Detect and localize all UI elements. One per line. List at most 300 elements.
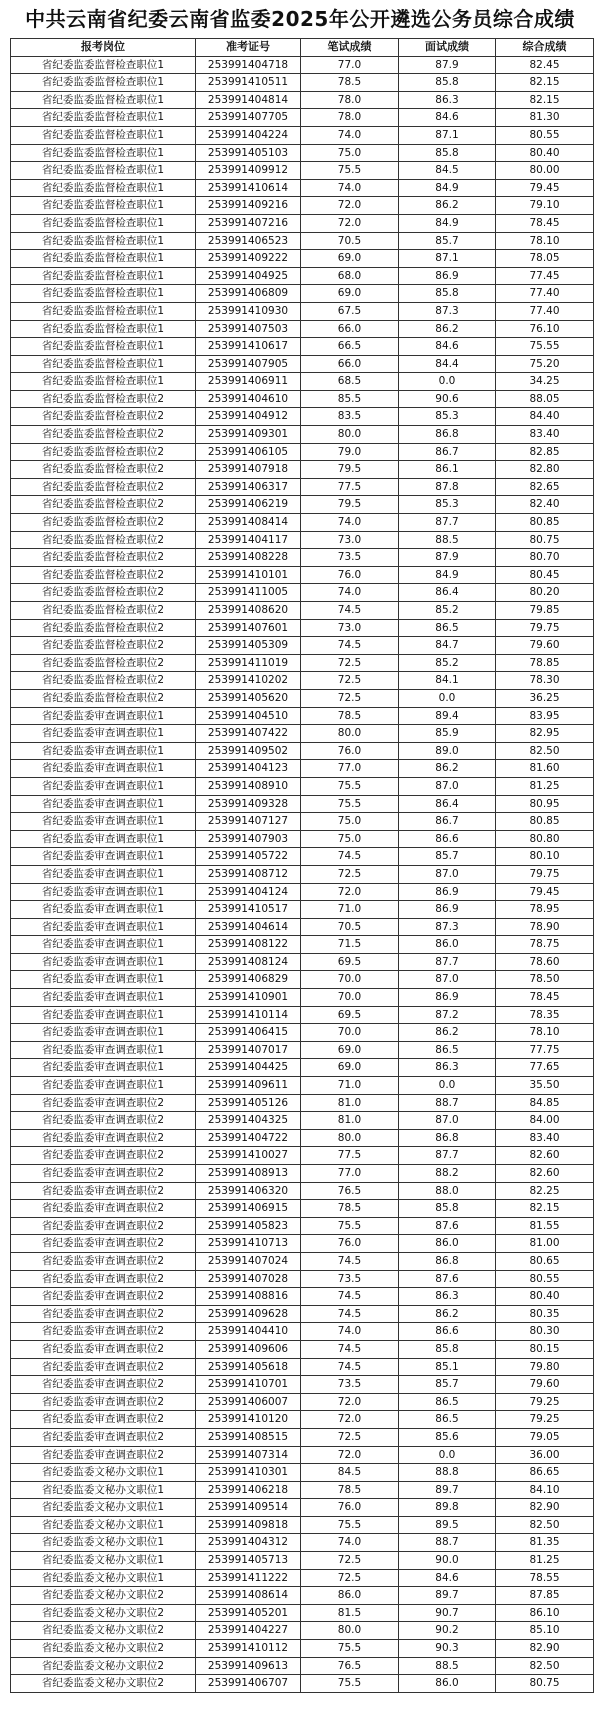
written-score-cell: 77.0 xyxy=(301,56,399,74)
exam-id-cell: 253991404610 xyxy=(196,390,301,408)
table-row xyxy=(11,1077,594,1095)
position-cell: 省纪委监委审查调查职位1 xyxy=(11,707,196,725)
interview-score-cell: 84.9 xyxy=(399,214,496,232)
exam-id-cell: 253991408910 xyxy=(196,777,301,795)
exam-id-cell: 253991408913 xyxy=(196,1165,301,1183)
position-cell: 省纪委监委监督检查职位1 xyxy=(11,91,196,109)
total-score-cell: 80.75 xyxy=(496,1675,594,1693)
interview-score-cell: 85.2 xyxy=(399,602,496,620)
table-row xyxy=(11,584,594,602)
written-score-cell: 75.5 xyxy=(301,1640,399,1658)
interview-score-cell: 86.8 xyxy=(399,1129,496,1147)
position-cell: 省纪委监委审查调查职位2 xyxy=(11,1129,196,1147)
total-score-cell: 36.00 xyxy=(496,1446,594,1464)
position-cell: 省纪委监委监督检查职位2 xyxy=(11,531,196,549)
total-score-cell: 78.30 xyxy=(496,672,594,690)
total-score-cell: 82.90 xyxy=(496,1640,594,1658)
exam-id-cell: 253991410701 xyxy=(196,1376,301,1394)
exam-id-cell: 253991407903 xyxy=(196,830,301,848)
written-score-cell: 74.5 xyxy=(301,1340,399,1358)
total-score-cell: 79.45 xyxy=(496,883,594,901)
total-score-cell: 79.10 xyxy=(496,197,594,215)
table-row xyxy=(11,1112,594,1130)
position-cell: 省纪委监委监督检查职位2 xyxy=(11,566,196,584)
interview-score-cell: 89.4 xyxy=(399,707,496,725)
total-score-cell: 82.15 xyxy=(496,91,594,109)
written-score-cell: 69.0 xyxy=(301,1059,399,1077)
header-written-score: 笔试成绩 xyxy=(301,39,399,57)
position-cell: 省纪委监委审查调查职位1 xyxy=(11,865,196,883)
interview-score-cell: 85.3 xyxy=(399,496,496,514)
total-score-cell: 80.85 xyxy=(496,514,594,532)
exam-id-cell: 253991409328 xyxy=(196,795,301,813)
interview-score-cell: 87.6 xyxy=(399,1217,496,1235)
interview-score-cell: 84.6 xyxy=(399,1569,496,1587)
position-cell: 省纪委监委监督检查职位2 xyxy=(11,408,196,426)
interview-score-cell: 87.9 xyxy=(399,56,496,74)
total-score-cell: 78.60 xyxy=(496,953,594,971)
written-score-cell: 81.5 xyxy=(301,1604,399,1622)
interview-score-cell: 88.8 xyxy=(399,1464,496,1482)
position-cell: 省纪委监委监督检查职位1 xyxy=(11,373,196,391)
position-cell: 省纪委监委文秘办文职位1 xyxy=(11,1569,196,1587)
exam-id-cell: 253991407503 xyxy=(196,320,301,338)
interview-score-cell: 85.2 xyxy=(399,654,496,672)
total-score-cell: 77.65 xyxy=(496,1059,594,1077)
exam-id-cell: 253991409502 xyxy=(196,742,301,760)
interview-score-cell: 87.0 xyxy=(399,777,496,795)
position-cell: 省纪委监委审查调查职位2 xyxy=(11,1428,196,1446)
exam-id-cell: 253991409301 xyxy=(196,426,301,444)
table-row xyxy=(11,1165,594,1183)
exam-id-cell: 253991410114 xyxy=(196,1006,301,1024)
page-title: 中共云南省纪委云南省监委2025年公开遴选公务员综合成绩 xyxy=(25,7,575,31)
interview-score-cell: 87.3 xyxy=(399,302,496,320)
position-cell: 省纪委监委监督检查职位1 xyxy=(11,338,196,356)
total-score-cell: 81.60 xyxy=(496,760,594,778)
table-row xyxy=(11,865,594,883)
position-cell: 省纪委监委监督检查职位2 xyxy=(11,549,196,567)
table-row xyxy=(11,1182,594,1200)
exam-id-cell: 253991405309 xyxy=(196,637,301,655)
total-score-cell: 82.50 xyxy=(496,742,594,760)
interview-score-cell: 90.2 xyxy=(399,1622,496,1640)
exam-id-cell: 253991410614 xyxy=(196,179,301,197)
score-table xyxy=(10,38,594,1693)
written-score-cell: 69.0 xyxy=(301,1041,399,1059)
interview-score-cell: 85.8 xyxy=(399,1200,496,1218)
exam-id-cell: 253991404722 xyxy=(196,1129,301,1147)
interview-score-cell: 86.5 xyxy=(399,1041,496,1059)
table-row xyxy=(11,461,594,479)
written-score-cell: 74.5 xyxy=(301,1252,399,1270)
interview-score-cell: 87.1 xyxy=(399,250,496,268)
written-score-cell: 72.0 xyxy=(301,1446,399,1464)
interview-score-cell: 84.9 xyxy=(399,566,496,584)
interview-score-cell: 86.5 xyxy=(399,619,496,637)
written-score-cell: 72.5 xyxy=(301,1428,399,1446)
interview-score-cell: 90.7 xyxy=(399,1604,496,1622)
written-score-cell: 75.5 xyxy=(301,1217,399,1235)
interview-score-cell: 87.8 xyxy=(399,478,496,496)
total-score-cell: 78.95 xyxy=(496,901,594,919)
exam-id-cell: 253991406707 xyxy=(196,1675,301,1693)
table-row xyxy=(11,1340,594,1358)
table-row xyxy=(11,162,594,180)
interview-score-cell: 85.1 xyxy=(399,1358,496,1376)
interview-score-cell: 86.5 xyxy=(399,1411,496,1429)
written-score-cell: 86.0 xyxy=(301,1587,399,1605)
position-cell: 省纪委监委审查调查职位1 xyxy=(11,883,196,901)
exam-id-cell: 253991405201 xyxy=(196,1604,301,1622)
written-score-cell: 80.0 xyxy=(301,1622,399,1640)
total-score-cell: 81.00 xyxy=(496,1235,594,1253)
table-row xyxy=(11,654,594,672)
position-cell: 省纪委监委监督检查职位2 xyxy=(11,619,196,637)
position-cell: 省纪委监委文秘办文职位1 xyxy=(11,1499,196,1517)
total-score-cell: 78.90 xyxy=(496,918,594,936)
interview-score-cell: 86.3 xyxy=(399,1288,496,1306)
total-score-cell: 78.10 xyxy=(496,232,594,250)
interview-score-cell: 86.4 xyxy=(399,795,496,813)
total-score-cell: 78.45 xyxy=(496,214,594,232)
table-header-row xyxy=(11,39,594,57)
position-cell: 省纪委监委审查调查职位1 xyxy=(11,936,196,954)
table-row xyxy=(11,320,594,338)
position-cell: 省纪委监委监督检查职位1 xyxy=(11,267,196,285)
interview-score-cell: 86.0 xyxy=(399,936,496,954)
exam-id-cell: 253991407905 xyxy=(196,355,301,373)
total-score-cell: 86.65 xyxy=(496,1464,594,1482)
written-score-cell: 72.5 xyxy=(301,1552,399,1570)
position-cell: 省纪委监委监督检查职位1 xyxy=(11,109,196,127)
position-cell: 省纪委监委审查调查职位2 xyxy=(11,1200,196,1218)
exam-id-cell: 253991404718 xyxy=(196,56,301,74)
exam-id-cell: 253991406219 xyxy=(196,496,301,514)
exam-id-cell: 253991410112 xyxy=(196,1640,301,1658)
written-score-cell: 75.0 xyxy=(301,144,399,162)
interview-score-cell: 86.6 xyxy=(399,1323,496,1341)
table-row xyxy=(11,619,594,637)
position-cell: 省纪委监委审查调查职位2 xyxy=(11,1393,196,1411)
interview-score-cell: 86.3 xyxy=(399,91,496,109)
exam-id-cell: 253991406105 xyxy=(196,443,301,461)
interview-score-cell: 86.8 xyxy=(399,1252,496,1270)
table-row xyxy=(11,566,594,584)
written-score-cell: 74.5 xyxy=(301,1288,399,1306)
written-score-cell: 70.0 xyxy=(301,1024,399,1042)
interview-score-cell: 89.0 xyxy=(399,742,496,760)
interview-score-cell: 0.0 xyxy=(399,373,496,391)
total-score-cell: 80.80 xyxy=(496,830,594,848)
interview-score-cell: 87.3 xyxy=(399,918,496,936)
interview-score-cell: 85.8 xyxy=(399,144,496,162)
total-score-cell: 81.25 xyxy=(496,1552,594,1570)
table-row xyxy=(11,830,594,848)
position-cell: 省纪委监委监督检查职位2 xyxy=(11,390,196,408)
position-cell: 省纪委监委审查调查职位2 xyxy=(11,1165,196,1183)
total-score-cell: 82.90 xyxy=(496,1499,594,1517)
interview-score-cell: 0.0 xyxy=(399,689,496,707)
exam-id-cell: 253991404425 xyxy=(196,1059,301,1077)
written-score-cell: 74.5 xyxy=(301,1358,399,1376)
interview-score-cell: 84.9 xyxy=(399,179,496,197)
interview-score-cell: 89.5 xyxy=(399,1516,496,1534)
interview-score-cell: 86.9 xyxy=(399,989,496,1007)
position-cell: 省纪委监委审查调查职位1 xyxy=(11,901,196,919)
exam-id-cell: 253991409912 xyxy=(196,162,301,180)
interview-score-cell: 87.7 xyxy=(399,514,496,532)
table-row xyxy=(11,725,594,743)
position-cell: 省纪委监委监督检查职位1 xyxy=(11,302,196,320)
position-cell: 省纪委监委监督检查职位1 xyxy=(11,144,196,162)
position-cell: 省纪委监委监督检查职位1 xyxy=(11,56,196,74)
table-row xyxy=(11,91,594,109)
written-score-cell: 81.0 xyxy=(301,1094,399,1112)
written-score-cell: 74.5 xyxy=(301,637,399,655)
table-row xyxy=(11,74,594,92)
position-cell: 省纪委监委监督检查职位1 xyxy=(11,74,196,92)
total-score-cell: 81.35 xyxy=(496,1534,594,1552)
position-cell: 省纪委监委审查调查职位2 xyxy=(11,1376,196,1394)
total-score-cell: 80.65 xyxy=(496,1252,594,1270)
table-row xyxy=(11,1622,594,1640)
exam-id-cell: 253991409216 xyxy=(196,197,301,215)
table-row xyxy=(11,197,594,215)
exam-id-cell: 253991407216 xyxy=(196,214,301,232)
position-cell: 省纪委监委文秘办文职位2 xyxy=(11,1675,196,1693)
table-row xyxy=(11,1323,594,1341)
table-row xyxy=(11,1657,594,1675)
written-score-cell: 83.5 xyxy=(301,408,399,426)
exam-id-cell: 253991408122 xyxy=(196,936,301,954)
position-cell: 省纪委监委监督检查职位1 xyxy=(11,214,196,232)
interview-score-cell: 86.2 xyxy=(399,760,496,778)
header-position: 报考岗位 xyxy=(11,39,196,57)
position-cell: 省纪委监委监督检查职位2 xyxy=(11,689,196,707)
position-cell: 省纪委监委监督检查职位2 xyxy=(11,514,196,532)
position-cell: 省纪委监委审查调查职位2 xyxy=(11,1323,196,1341)
table-row xyxy=(11,707,594,725)
table-row xyxy=(11,813,594,831)
interview-score-cell: 84.7 xyxy=(399,637,496,655)
total-score-cell: 80.30 xyxy=(496,1323,594,1341)
written-score-cell: 72.5 xyxy=(301,672,399,690)
total-score-cell: 82.85 xyxy=(496,443,594,461)
position-cell: 省纪委监委审查调查职位1 xyxy=(11,830,196,848)
exam-id-cell: 253991404925 xyxy=(196,267,301,285)
table-row xyxy=(11,478,594,496)
written-score-cell: 72.0 xyxy=(301,883,399,901)
written-score-cell: 68.0 xyxy=(301,267,399,285)
total-score-cell: 82.25 xyxy=(496,1182,594,1200)
written-score-cell: 76.0 xyxy=(301,566,399,584)
table-row xyxy=(11,602,594,620)
total-score-cell: 82.60 xyxy=(496,1147,594,1165)
exam-id-cell: 253991407918 xyxy=(196,461,301,479)
total-score-cell: 84.85 xyxy=(496,1094,594,1112)
table-row xyxy=(11,1428,594,1446)
written-score-cell: 72.5 xyxy=(301,689,399,707)
written-score-cell: 77.0 xyxy=(301,760,399,778)
total-score-cell: 82.50 xyxy=(496,1657,594,1675)
total-score-cell: 80.40 xyxy=(496,1288,594,1306)
exam-id-cell: 253991404410 xyxy=(196,1323,301,1341)
total-score-cell: 79.60 xyxy=(496,1376,594,1394)
written-score-cell: 75.5 xyxy=(301,777,399,795)
table-row xyxy=(11,1006,594,1024)
exam-id-cell: 253991408414 xyxy=(196,514,301,532)
written-score-cell: 72.5 xyxy=(301,1569,399,1587)
total-score-cell: 78.10 xyxy=(496,1024,594,1042)
table-row xyxy=(11,267,594,285)
exam-id-cell: 253991406829 xyxy=(196,971,301,989)
interview-score-cell: 85.8 xyxy=(399,74,496,92)
written-score-cell: 78.5 xyxy=(301,1200,399,1218)
written-score-cell: 70.0 xyxy=(301,989,399,1007)
interview-score-cell: 88.7 xyxy=(399,1094,496,1112)
written-score-cell: 72.5 xyxy=(301,865,399,883)
table-row xyxy=(11,355,594,373)
table-row xyxy=(11,496,594,514)
total-score-cell: 80.00 xyxy=(496,162,594,180)
interview-score-cell: 86.9 xyxy=(399,883,496,901)
table-row xyxy=(11,953,594,971)
exam-id-cell: 253991409818 xyxy=(196,1516,301,1534)
exam-id-cell: 253991404124 xyxy=(196,883,301,901)
position-cell: 省纪委监委审查调查职位2 xyxy=(11,1235,196,1253)
exam-id-cell: 253991410120 xyxy=(196,1411,301,1429)
table-row xyxy=(11,918,594,936)
interview-score-cell: 87.0 xyxy=(399,1112,496,1130)
written-score-cell: 78.0 xyxy=(301,109,399,127)
position-cell: 省纪委监委文秘办文职位1 xyxy=(11,1481,196,1499)
exam-id-cell: 253991410027 xyxy=(196,1147,301,1165)
position-cell: 省纪委监委审查调查职位2 xyxy=(11,1252,196,1270)
exam-id-cell: 253991405722 xyxy=(196,848,301,866)
total-score-cell: 78.05 xyxy=(496,250,594,268)
table-row xyxy=(11,901,594,919)
table-row xyxy=(11,1252,594,1270)
total-score-cell: 84.40 xyxy=(496,408,594,426)
total-score-cell: 79.75 xyxy=(496,865,594,883)
interview-score-cell: 86.4 xyxy=(399,584,496,602)
table-row xyxy=(11,250,594,268)
total-score-cell: 75.20 xyxy=(496,355,594,373)
table-row xyxy=(11,144,594,162)
written-score-cell: 66.0 xyxy=(301,320,399,338)
written-score-cell: 74.5 xyxy=(301,602,399,620)
written-score-cell: 73.5 xyxy=(301,1376,399,1394)
interview-score-cell: 0.0 xyxy=(399,1446,496,1464)
interview-score-cell: 84.5 xyxy=(399,162,496,180)
written-score-cell: 78.5 xyxy=(301,1481,399,1499)
position-cell: 省纪委监委审查调查职位1 xyxy=(11,953,196,971)
interview-score-cell: 87.2 xyxy=(399,1006,496,1024)
written-score-cell: 69.0 xyxy=(301,250,399,268)
total-score-cell: 78.75 xyxy=(496,936,594,954)
total-score-cell: 81.30 xyxy=(496,109,594,127)
written-score-cell: 76.5 xyxy=(301,1657,399,1675)
written-score-cell: 68.5 xyxy=(301,373,399,391)
position-cell: 省纪委监委审查调查职位2 xyxy=(11,1288,196,1306)
exam-id-cell: 253991408620 xyxy=(196,602,301,620)
exam-id-cell: 253991410202 xyxy=(196,672,301,690)
exam-id-cell: 253991404117 xyxy=(196,531,301,549)
position-cell: 省纪委监委文秘办文职位1 xyxy=(11,1516,196,1534)
written-score-cell: 76.5 xyxy=(301,1182,399,1200)
total-score-cell: 78.45 xyxy=(496,989,594,1007)
total-score-cell: 82.80 xyxy=(496,461,594,479)
exam-id-cell: 253991408228 xyxy=(196,549,301,567)
total-score-cell: 83.95 xyxy=(496,707,594,725)
interview-score-cell: 0.0 xyxy=(399,1077,496,1095)
position-cell: 省纪委监委审查调查职位2 xyxy=(11,1358,196,1376)
exam-id-cell: 253991410930 xyxy=(196,302,301,320)
table-row xyxy=(11,1059,594,1077)
written-score-cell: 69.5 xyxy=(301,1006,399,1024)
total-score-cell: 34.25 xyxy=(496,373,594,391)
written-score-cell: 66.5 xyxy=(301,338,399,356)
total-score-cell: 80.55 xyxy=(496,126,594,144)
written-score-cell: 72.0 xyxy=(301,1411,399,1429)
total-score-cell: 84.00 xyxy=(496,1112,594,1130)
total-score-cell: 80.40 xyxy=(496,144,594,162)
position-cell: 省纪委监委监督检查职位1 xyxy=(11,197,196,215)
exam-id-cell: 253991406915 xyxy=(196,1200,301,1218)
total-score-cell: 35.50 xyxy=(496,1077,594,1095)
interview-score-cell: 87.6 xyxy=(399,1270,496,1288)
interview-score-cell: 86.2 xyxy=(399,1024,496,1042)
written-score-cell: 70.5 xyxy=(301,918,399,936)
position-cell: 省纪委监委审查调查职位2 xyxy=(11,1094,196,1112)
interview-score-cell: 85.8 xyxy=(399,285,496,303)
table-row xyxy=(11,971,594,989)
written-score-cell: 69.5 xyxy=(301,953,399,971)
exam-id-cell: 253991410517 xyxy=(196,901,301,919)
position-cell: 省纪委监委监督检查职位2 xyxy=(11,496,196,514)
table-row xyxy=(11,1569,594,1587)
position-cell: 省纪委监委文秘办文职位2 xyxy=(11,1622,196,1640)
position-cell: 省纪委监委监督检查职位2 xyxy=(11,478,196,496)
table-row xyxy=(11,672,594,690)
table-row xyxy=(11,126,594,144)
written-score-cell: 75.0 xyxy=(301,830,399,848)
total-score-cell: 82.15 xyxy=(496,74,594,92)
interview-score-cell: 87.7 xyxy=(399,953,496,971)
total-score-cell: 80.10 xyxy=(496,848,594,866)
written-score-cell: 71.5 xyxy=(301,936,399,954)
exam-id-cell: 253991410101 xyxy=(196,566,301,584)
table-row xyxy=(11,689,594,707)
table-row xyxy=(11,1552,594,1570)
table-row xyxy=(11,1587,594,1605)
interview-score-cell: 84.6 xyxy=(399,109,496,127)
position-cell: 省纪委监委审查调查职位1 xyxy=(11,1024,196,1042)
total-score-cell: 82.45 xyxy=(496,56,594,74)
interview-score-cell: 84.6 xyxy=(399,338,496,356)
total-score-cell: 79.05 xyxy=(496,1428,594,1446)
exam-id-cell: 253991404312 xyxy=(196,1534,301,1552)
position-cell: 省纪委监委审查调查职位1 xyxy=(11,1059,196,1077)
interview-score-cell: 86.0 xyxy=(399,1235,496,1253)
position-cell: 省纪委监委审查调查职位2 xyxy=(11,1217,196,1235)
header-interview-score: 面试成绩 xyxy=(399,39,496,57)
total-score-cell: 82.40 xyxy=(496,496,594,514)
total-score-cell: 80.85 xyxy=(496,813,594,831)
exam-id-cell: 253991407705 xyxy=(196,109,301,127)
written-score-cell: 74.5 xyxy=(301,1305,399,1323)
